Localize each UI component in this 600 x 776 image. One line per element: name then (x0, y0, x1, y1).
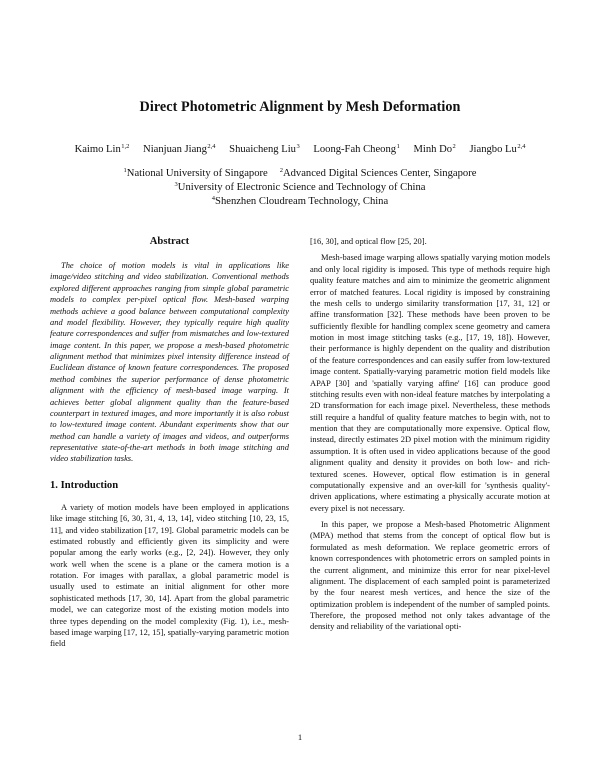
author: Shuaicheng Liu$^3$ (229, 143, 300, 155)
abstract-text: The choice of motion models is vital in applications like image/video stitching and video stabilization. Conventional methods explored different approaches ranging from simple global parametric models to complex per-pixel optical flow. Mesh-based warping methods achieve a good balance between computational complexity and model flexibility. However, they typically require high quality feature correspondences and suffer from mismatches and low-textured image content. In this paper, we propose a mesh-based photometric alignment method that minimizes pixel intensity difference instead of Euclidean distance of known feature correspondences. The proposed method combines the superior performance of dense photometric alignment with the efficiency of mesh-based image warping. It achieves better global alignment quality than the feature-based counterpart in textured images, and more importantly it is also robust to low-textured image content. Abundant experiments show that our method can handle a variety of images and videos, and outperforms representative state-of-the-art methods in both image stitching and video stabilization tasks. (50, 260, 289, 464)
page-number: 1 (297, 732, 303, 742)
affiliation-line-1: $^1$National University of Singapore $^2$Advanced Digital Sciences Center, Singapore (123, 167, 477, 179)
author: Jiangbo Lu$^{2,4}$ (469, 143, 526, 155)
section-heading-introduction: 1. Introduction (50, 479, 119, 491)
intro-continuation: [16, 30], and optical flow [25, 20]. (310, 236, 427, 246)
author: Nianjuan Jiang$^{2,4}$ (143, 143, 216, 155)
abstract-heading: Abstract (149, 236, 190, 247)
author: Loong-Fah Cheong$^1$ (313, 143, 400, 155)
author-list (30, 143, 570, 155)
intro-paragraph: Mesh-based image warping allows spatially varying motion models and only local rigidity is imposed. This type of methods require high quality feature matches and aim to minimize the geometric alignment error of matched features. Local rigidity is imposed by constraining the mesh cells to undergo similarity transformation [17, 31, 12] or affine transformation [32]. These methods have been proven to be sufficiently flexible for handling complex scene geometry and camera motion in most image stitching tasks (e.g., [17, 19, 18]). However, their performance is highly dependent on the quality and distribution of the feature correspondences and can easily suffer from low-textured image content. Spatially-varying parametric motion field models like APAP [30] and 'spatially varying affine' [16] can produce good stitching results even with non-ideal feature matches by interpolating a 2D transformation for each image pixel. Nevertheless, these methods still require a handful of quality feature matches to begin with, not to mention that they are computationally more expensive. Optical flow, instead, directly estimates 2D pixel motion with the minimum rigidity assumption. It is often used in video applications because of the good alignment quality and density it provides on both low- and rich-textured scenes. However, optical flow estimation is in general computationally expensive and an over-kill for 'synthesis quality'-driven applications, where estimating a physically accurate motion at every pixel is not necessary. (310, 252, 550, 513)
author: Kaimo Lin$^{1,2}$ (74, 143, 130, 155)
author: Minh Do$^2$ (413, 143, 456, 155)
affiliation-line-3: $^4$Shenzhen Cloudream Technology, China (211, 195, 389, 207)
right-column (310, 236, 550, 633)
intro-paragraph: In this paper, we propose a Mesh-based Photometric Alignment (MPA) method that stems from the concept of optical flow but is formulated as mesh deformation. We replace geometric errors of known correspondences with photometric errors on sampled points in the current alignment, and minimize this error for near pixel-level alignment. The displacement of each sampled point is parameterized by the four nearest mesh vertices, and hence the size of the optimization problem is independent of the number of sampled points. Therefore, the proposed method not only takes advantage of the density and reliability of the variational opti- (310, 519, 550, 632)
left-column (50, 236, 289, 650)
paper-title: Direct Photometric Alignment by Mesh Deformation (139, 99, 461, 115)
affiliation-line-2: $^3$University of Electronic Science and Technology of China (174, 181, 426, 193)
intro-paragraph: A variety of motion models have been employed in applications like image stitching [6, 30, 31, 4, 13, 14], video stitching [10, 23, 15, 11], and video stabilization [17, 19]. Global parametric models can be estimated robustly and efficiently given its simplicity and were popular among the early works (e.g., [2, 24]). However, they only work well when the scene is a plane or the camera motion is a rotation. For images with parallax, a global parametric model is usually used to estimate an initial alignment for other more sophisticated methods [17, 30, 14]. Apart from the global parametric model, we can categorize most of the existing motion models into three types depending on the model complexity (Fig. 1), i.e., mesh-based image warping [17, 12, 15], spatially-varying parametric motion field (50, 501, 289, 649)
